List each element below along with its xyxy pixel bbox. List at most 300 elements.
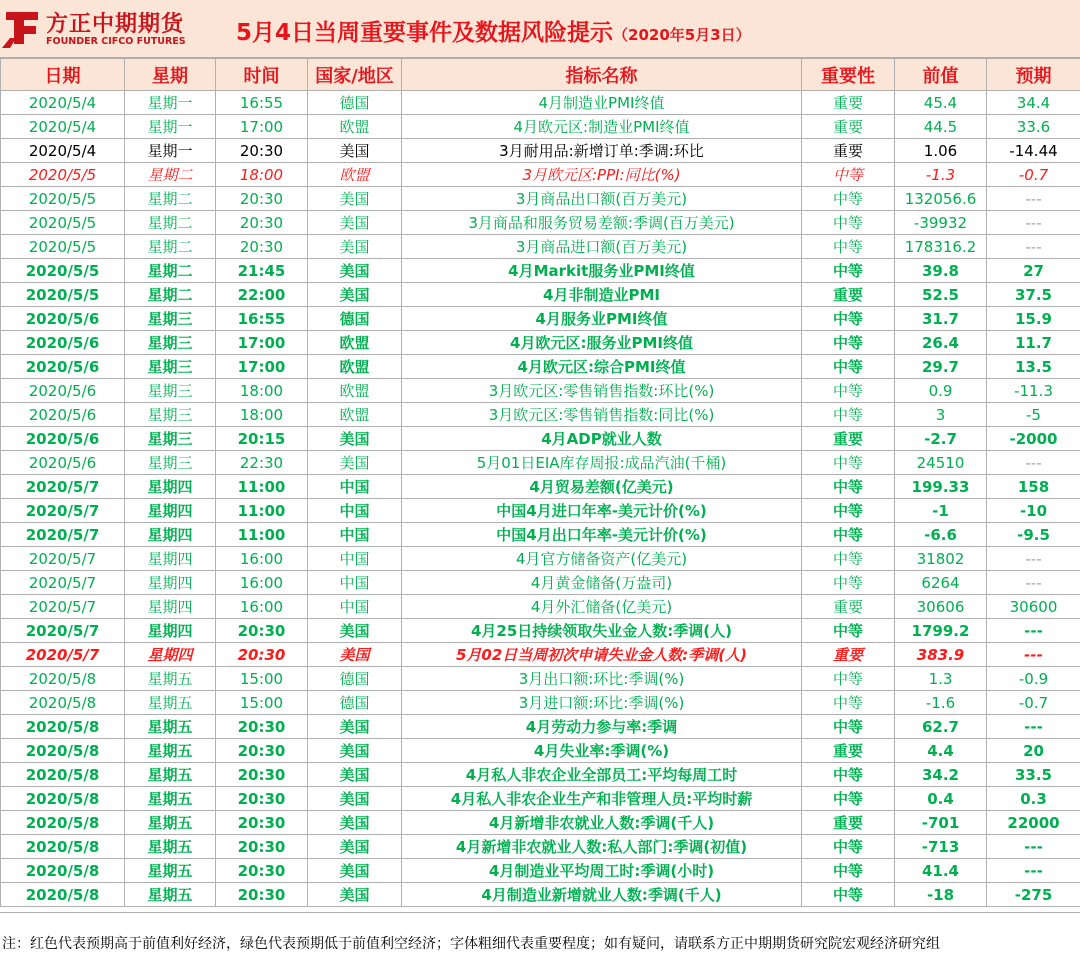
weekday-cell: 星期二	[125, 235, 216, 259]
table-row	[1, 403, 1080, 427]
weekday-cell: 星期三	[125, 379, 216, 403]
date-cell: 2020/5/5	[1, 259, 125, 283]
time-cell: 20:30	[216, 787, 308, 811]
date-cell: 2020/5/4	[1, 91, 125, 115]
table-row	[1, 835, 1080, 859]
indicator-cell: 3月出口额:环比:季调(%)	[402, 667, 802, 691]
importance-cell: 重要	[802, 595, 895, 619]
indicator-cell: 4月官方储备资产(亿美元)	[402, 547, 802, 571]
time-cell: 20:30	[216, 859, 308, 883]
weekday-cell: 星期二	[125, 163, 216, 187]
date-cell: 2020/5/7	[1, 523, 125, 547]
previous-cell: 34.2	[895, 763, 987, 787]
importance-cell: 中等	[802, 355, 895, 379]
time-cell: 11:00	[216, 475, 308, 499]
date-cell: 2020/5/8	[1, 835, 125, 859]
indicator-cell: 4月非制造业PMI	[402, 283, 802, 307]
weekday-cell: 星期五	[125, 787, 216, 811]
region-cell: 德国	[308, 307, 402, 331]
previous-cell: 45.4	[895, 91, 987, 115]
time-cell: 16:55	[216, 91, 308, 115]
previous-cell: 6264	[895, 571, 987, 595]
importance-cell: 中等	[802, 715, 895, 739]
date-cell: 2020/5/8	[1, 787, 125, 811]
weekday-cell: 星期二	[125, 211, 216, 235]
date-cell: 2020/5/7	[1, 499, 125, 523]
time-cell: 20:30	[216, 619, 308, 643]
forecast-cell: 20	[987, 739, 1080, 763]
date-cell: 2020/5/6	[1, 307, 125, 331]
time-cell: 15:00	[216, 667, 308, 691]
indicator-cell: 中国4月进口年率-美元计价(%)	[402, 499, 802, 523]
table-row	[1, 379, 1080, 403]
indicator-cell: 4月欧元区:综合PMI终值	[402, 355, 802, 379]
region-cell: 德国	[308, 691, 402, 715]
table-row	[1, 163, 1080, 187]
importance-cell: 中等	[802, 763, 895, 787]
table-row	[1, 691, 1080, 715]
table-row	[1, 235, 1080, 259]
table-header-row	[1, 59, 1080, 91]
table-row	[1, 523, 1080, 547]
weekday-cell: 星期一	[125, 91, 216, 115]
time-cell: 20:30	[216, 643, 308, 667]
col-header-date: 日期	[1, 59, 125, 91]
importance-cell: 重要	[802, 91, 895, 115]
forecast-cell: -0.7	[987, 691, 1080, 715]
forecast-cell: -0.9	[987, 667, 1080, 691]
time-cell: 22:30	[216, 451, 308, 475]
indicator-cell: 4月私人非农企业生产和非管理人员:平均时薪	[402, 787, 802, 811]
table-row	[1, 475, 1080, 499]
col-header-region: 国家/地区	[308, 59, 402, 91]
previous-cell: -18	[895, 883, 987, 907]
weekday-cell: 星期四	[125, 595, 216, 619]
date-cell: 2020/5/7	[1, 571, 125, 595]
indicator-cell: 3月进口额:环比:季调(%)	[402, 691, 802, 715]
weekday-cell: 星期五	[125, 715, 216, 739]
table-row	[1, 571, 1080, 595]
indicator-cell: 4月失业率:季调(%)	[402, 739, 802, 763]
title-date: （2020年5月3日）	[613, 26, 751, 44]
previous-cell: 0.9	[895, 379, 987, 403]
indicator-cell: 3月欧元区:零售销售指数:同比(%)	[402, 403, 802, 427]
weekday-cell: 星期四	[125, 619, 216, 643]
forecast-cell: ---	[987, 187, 1080, 211]
date-cell: 2020/5/7	[1, 547, 125, 571]
date-cell: 2020/5/5	[1, 283, 125, 307]
date-cell: 2020/5/4	[1, 139, 125, 163]
time-cell: 20:30	[216, 739, 308, 763]
table-row	[1, 667, 1080, 691]
region-cell: 中国	[308, 571, 402, 595]
weekday-cell: 星期五	[125, 763, 216, 787]
forecast-cell: -14.44	[987, 139, 1080, 163]
indicator-cell: 4月黄金储备(万盎司)	[402, 571, 802, 595]
importance-cell: 中等	[802, 235, 895, 259]
col-header-indicator: 指标名称	[402, 59, 802, 91]
forecast-cell: ---	[987, 715, 1080, 739]
forecast-cell: 37.5	[987, 283, 1080, 307]
indicator-cell: 4月新增非农就业人数:私人部门:季调(初值)	[402, 835, 802, 859]
forecast-cell: 27	[987, 259, 1080, 283]
weekday-cell: 星期五	[125, 811, 216, 835]
table-row	[1, 91, 1080, 115]
event-table	[0, 58, 1080, 907]
region-cell: 美国	[308, 259, 402, 283]
time-cell: 20:30	[216, 715, 308, 739]
previous-cell: 3	[895, 403, 987, 427]
date-cell: 2020/5/6	[1, 403, 125, 427]
founder-logo-icon	[2, 8, 44, 48]
report-title	[236, 14, 751, 47]
indicator-cell: 4月ADP就业人数	[402, 427, 802, 451]
region-cell: 美国	[308, 763, 402, 787]
date-cell: 2020/5/8	[1, 667, 125, 691]
weekday-cell: 星期四	[125, 547, 216, 571]
region-cell: 美国	[308, 283, 402, 307]
region-cell: 美国	[308, 451, 402, 475]
table-row	[1, 259, 1080, 283]
date-cell: 2020/5/6	[1, 331, 125, 355]
table-row	[1, 139, 1080, 163]
company-logo	[2, 6, 198, 52]
weekday-cell: 星期三	[125, 307, 216, 331]
importance-cell: 中等	[802, 499, 895, 523]
importance-cell: 中等	[802, 211, 895, 235]
region-cell: 美国	[308, 619, 402, 643]
previous-cell: 1.06	[895, 139, 987, 163]
table-row	[1, 499, 1080, 523]
col-header-forecast: 预期	[987, 59, 1080, 91]
col-header-time: 时间	[216, 59, 308, 91]
previous-cell: -713	[895, 835, 987, 859]
time-cell: 20:30	[216, 235, 308, 259]
region-cell: 美国	[308, 139, 402, 163]
weekday-cell: 星期三	[125, 355, 216, 379]
table-row	[1, 595, 1080, 619]
weekday-cell: 星期五	[125, 859, 216, 883]
importance-cell: 重要	[802, 427, 895, 451]
weekday-cell: 星期五	[125, 835, 216, 859]
importance-cell: 重要	[802, 811, 895, 835]
time-cell: 20:30	[216, 139, 308, 163]
logo-name-en: FOUNDER CIFCO FUTURES	[46, 36, 186, 47]
forecast-cell: ---	[987, 547, 1080, 571]
previous-cell: -701	[895, 811, 987, 835]
forecast-cell: ---	[987, 619, 1080, 643]
region-cell: 中国	[308, 547, 402, 571]
previous-cell: 39.8	[895, 259, 987, 283]
time-cell: 21:45	[216, 259, 308, 283]
region-cell: 美国	[308, 739, 402, 763]
weekday-cell: 星期五	[125, 883, 216, 907]
time-cell: 11:00	[216, 523, 308, 547]
time-cell: 17:00	[216, 115, 308, 139]
date-cell: 2020/5/8	[1, 739, 125, 763]
time-cell: 18:00	[216, 163, 308, 187]
time-cell: 20:30	[216, 883, 308, 907]
previous-cell: -1.6	[895, 691, 987, 715]
previous-cell: -6.6	[895, 523, 987, 547]
forecast-cell: 13.5	[987, 355, 1080, 379]
date-cell: 2020/5/4	[1, 115, 125, 139]
region-cell: 中国	[308, 595, 402, 619]
indicator-cell: 4月服务业PMI终值	[402, 307, 802, 331]
forecast-cell: ---	[987, 451, 1080, 475]
forecast-cell: ---	[987, 643, 1080, 667]
date-cell: 2020/5/7	[1, 475, 125, 499]
date-cell: 2020/5/5	[1, 235, 125, 259]
time-cell: 17:00	[216, 331, 308, 355]
weekday-cell: 星期二	[125, 259, 216, 283]
title-main: 5月4日当周重要事件及数据风险提示	[236, 20, 613, 46]
previous-cell: -2.7	[895, 427, 987, 451]
previous-cell: 26.4	[895, 331, 987, 355]
indicator-cell: 4月贸易差额(亿美元)	[402, 475, 802, 499]
previous-cell: 132056.6	[895, 187, 987, 211]
table-row	[1, 715, 1080, 739]
forecast-cell: 30600	[987, 595, 1080, 619]
region-cell: 德国	[308, 667, 402, 691]
time-cell: 20:15	[216, 427, 308, 451]
forecast-cell: -275	[987, 883, 1080, 907]
indicator-cell: 4月外汇储备(亿美元)	[402, 595, 802, 619]
indicator-cell: 4月欧元区:服务业PMI终值	[402, 331, 802, 355]
time-cell: 20:30	[216, 763, 308, 787]
table-row	[1, 811, 1080, 835]
indicator-cell: 3月商品和服务贸易差额:季调(百万美元)	[402, 211, 802, 235]
date-cell: 2020/5/5	[1, 187, 125, 211]
indicator-cell: 4月私人非农企业全部员工:平均每周工时	[402, 763, 802, 787]
importance-cell: 重要	[802, 643, 895, 667]
forecast-cell: -5	[987, 403, 1080, 427]
weekday-cell: 星期四	[125, 523, 216, 547]
indicator-cell: 3月耐用品:新增订单:季调:环比	[402, 139, 802, 163]
previous-cell: 31.7	[895, 307, 987, 331]
importance-cell: 重要	[802, 115, 895, 139]
importance-cell: 中等	[802, 619, 895, 643]
weekday-cell: 星期三	[125, 451, 216, 475]
date-cell: 2020/5/8	[1, 859, 125, 883]
forecast-cell: ---	[987, 211, 1080, 235]
region-cell: 中国	[308, 523, 402, 547]
importance-cell: 中等	[802, 787, 895, 811]
previous-cell: 30606	[895, 595, 987, 619]
table-row	[1, 115, 1080, 139]
region-cell: 欧盟	[308, 331, 402, 355]
indicator-cell: 4月25日持续领取失业金人数:季调(人)	[402, 619, 802, 643]
table-row	[1, 211, 1080, 235]
weekday-cell: 星期四	[125, 571, 216, 595]
table-body	[1, 91, 1080, 907]
time-cell: 17:00	[216, 355, 308, 379]
region-cell: 欧盟	[308, 379, 402, 403]
time-cell: 11:00	[216, 499, 308, 523]
footnote-text: 注：红色代表预期高于前值利好经济，绿色代表预期低于前值利空经济；字体粗细代表重要程度；如有疑问，请联系方正中期期货研究院宏观经济研究组	[2, 933, 940, 953]
indicator-cell: 4月制造业PMI终值	[402, 91, 802, 115]
date-cell: 2020/5/6	[1, 451, 125, 475]
forecast-cell: -10	[987, 499, 1080, 523]
table-row	[1, 283, 1080, 307]
time-cell: 18:00	[216, 379, 308, 403]
region-cell: 美国	[308, 715, 402, 739]
weekday-cell: 星期三	[125, 427, 216, 451]
region-cell: 美国	[308, 835, 402, 859]
forecast-cell: -2000	[987, 427, 1080, 451]
previous-cell: 31802	[895, 547, 987, 571]
indicator-cell: 4月新增非农就业人数:季调(千人)	[402, 811, 802, 835]
weekday-cell: 星期二	[125, 283, 216, 307]
previous-cell: 0.4	[895, 787, 987, 811]
table-row	[1, 547, 1080, 571]
importance-cell: 中等	[802, 163, 895, 187]
previous-cell: 44.5	[895, 115, 987, 139]
logo-name-cn: 方正中期期货	[46, 7, 184, 38]
indicator-cell: 中国4月出口年率-美元计价(%)	[402, 523, 802, 547]
previous-cell: 4.4	[895, 739, 987, 763]
weekday-cell: 星期五	[125, 691, 216, 715]
weekday-cell: 星期三	[125, 403, 216, 427]
indicator-cell: 3月商品进口额(百万美元)	[402, 235, 802, 259]
time-cell: 20:30	[216, 211, 308, 235]
importance-cell: 中等	[802, 307, 895, 331]
col-header-importance: 重要性	[802, 59, 895, 91]
region-cell: 欧盟	[308, 403, 402, 427]
indicator-cell: 3月欧元区:PPI:同比(%)	[402, 163, 802, 187]
time-cell: 16:00	[216, 595, 308, 619]
previous-cell: -1.3	[895, 163, 987, 187]
forecast-cell: 33.6	[987, 115, 1080, 139]
region-cell: 美国	[308, 859, 402, 883]
table-row	[1, 427, 1080, 451]
previous-cell: 52.5	[895, 283, 987, 307]
forecast-cell: 11.7	[987, 331, 1080, 355]
weekday-cell: 星期四	[125, 643, 216, 667]
importance-cell: 中等	[802, 523, 895, 547]
table-row	[1, 643, 1080, 667]
weekday-cell: 星期四	[125, 499, 216, 523]
importance-cell: 中等	[802, 571, 895, 595]
time-cell: 16:00	[216, 547, 308, 571]
region-cell: 美国	[308, 787, 402, 811]
importance-cell: 中等	[802, 835, 895, 859]
previous-cell: 178316.2	[895, 235, 987, 259]
importance-cell: 中等	[802, 859, 895, 883]
forecast-cell: 22000	[987, 811, 1080, 835]
importance-cell: 中等	[802, 331, 895, 355]
date-cell: 2020/5/8	[1, 691, 125, 715]
time-cell: 16:00	[216, 571, 308, 595]
date-cell: 2020/5/6	[1, 427, 125, 451]
indicator-cell: 3月欧元区:零售销售指数:环比(%)	[402, 379, 802, 403]
date-cell: 2020/5/7	[1, 619, 125, 643]
time-cell: 15:00	[216, 691, 308, 715]
importance-cell: 重要	[802, 283, 895, 307]
previous-cell: 29.7	[895, 355, 987, 379]
previous-cell: 24510	[895, 451, 987, 475]
forecast-cell: 0.3	[987, 787, 1080, 811]
indicator-cell: 4月劳动力参与率:季调	[402, 715, 802, 739]
previous-cell: -1	[895, 499, 987, 523]
table-row	[1, 355, 1080, 379]
region-cell: 美国	[308, 427, 402, 451]
forecast-cell: ---	[987, 571, 1080, 595]
time-cell: 22:00	[216, 283, 308, 307]
importance-cell: 中等	[802, 547, 895, 571]
indicator-cell: 4月欧元区:制造业PMI终值	[402, 115, 802, 139]
previous-cell: 199.33	[895, 475, 987, 499]
weekday-cell: 星期四	[125, 475, 216, 499]
importance-cell: 中等	[802, 883, 895, 907]
col-header-weekday: 星期	[125, 59, 216, 91]
region-cell: 中国	[308, 475, 402, 499]
importance-cell: 中等	[802, 259, 895, 283]
weekday-cell: 星期一	[125, 139, 216, 163]
region-cell: 美国	[308, 187, 402, 211]
region-cell: 美国	[308, 235, 402, 259]
forecast-cell: ---	[987, 235, 1080, 259]
forecast-cell: 34.4	[987, 91, 1080, 115]
forecast-cell: -11.3	[987, 379, 1080, 403]
time-cell: 20:30	[216, 187, 308, 211]
forecast-cell: ---	[987, 859, 1080, 883]
indicator-cell: 5月01日EIA库存周报:成品汽油(千桶)	[402, 451, 802, 475]
previous-cell: 41.4	[895, 859, 987, 883]
table-row	[1, 187, 1080, 211]
indicator-cell: 3月商品出口额(百万美元)	[402, 187, 802, 211]
time-cell: 20:30	[216, 835, 308, 859]
importance-cell: 中等	[802, 475, 895, 499]
region-cell: 德国	[308, 91, 402, 115]
forecast-cell: 15.9	[987, 307, 1080, 331]
forecast-cell: ---	[987, 835, 1080, 859]
time-cell: 18:00	[216, 403, 308, 427]
previous-cell: 1.3	[895, 667, 987, 691]
previous-cell: 383.9	[895, 643, 987, 667]
table-row	[1, 619, 1080, 643]
previous-cell: 62.7	[895, 715, 987, 739]
table-row	[1, 763, 1080, 787]
importance-cell: 中等	[802, 379, 895, 403]
importance-cell: 中等	[802, 691, 895, 715]
region-cell: 美国	[308, 883, 402, 907]
date-cell: 2020/5/8	[1, 763, 125, 787]
time-cell: 16:55	[216, 307, 308, 331]
previous-cell: 1799.2	[895, 619, 987, 643]
importance-cell: 重要	[802, 739, 895, 763]
importance-cell: 中等	[802, 187, 895, 211]
region-cell: 欧盟	[308, 115, 402, 139]
region-cell: 欧盟	[308, 163, 402, 187]
date-cell: 2020/5/6	[1, 355, 125, 379]
date-cell: 2020/5/8	[1, 811, 125, 835]
date-cell: 2020/5/6	[1, 379, 125, 403]
weekday-cell: 星期五	[125, 739, 216, 763]
indicator-cell: 4月制造业平均周工时:季调(小时)	[402, 859, 802, 883]
table-row	[1, 787, 1080, 811]
region-cell: 美国	[308, 211, 402, 235]
previous-cell: -39932	[895, 211, 987, 235]
region-cell: 中国	[308, 499, 402, 523]
indicator-cell: 4月Markit服务业PMI终值	[402, 259, 802, 283]
date-cell: 2020/5/7	[1, 595, 125, 619]
table-row	[1, 451, 1080, 475]
time-cell: 20:30	[216, 811, 308, 835]
weekday-cell: 星期一	[125, 115, 216, 139]
table-row	[1, 331, 1080, 355]
table-row	[1, 859, 1080, 883]
